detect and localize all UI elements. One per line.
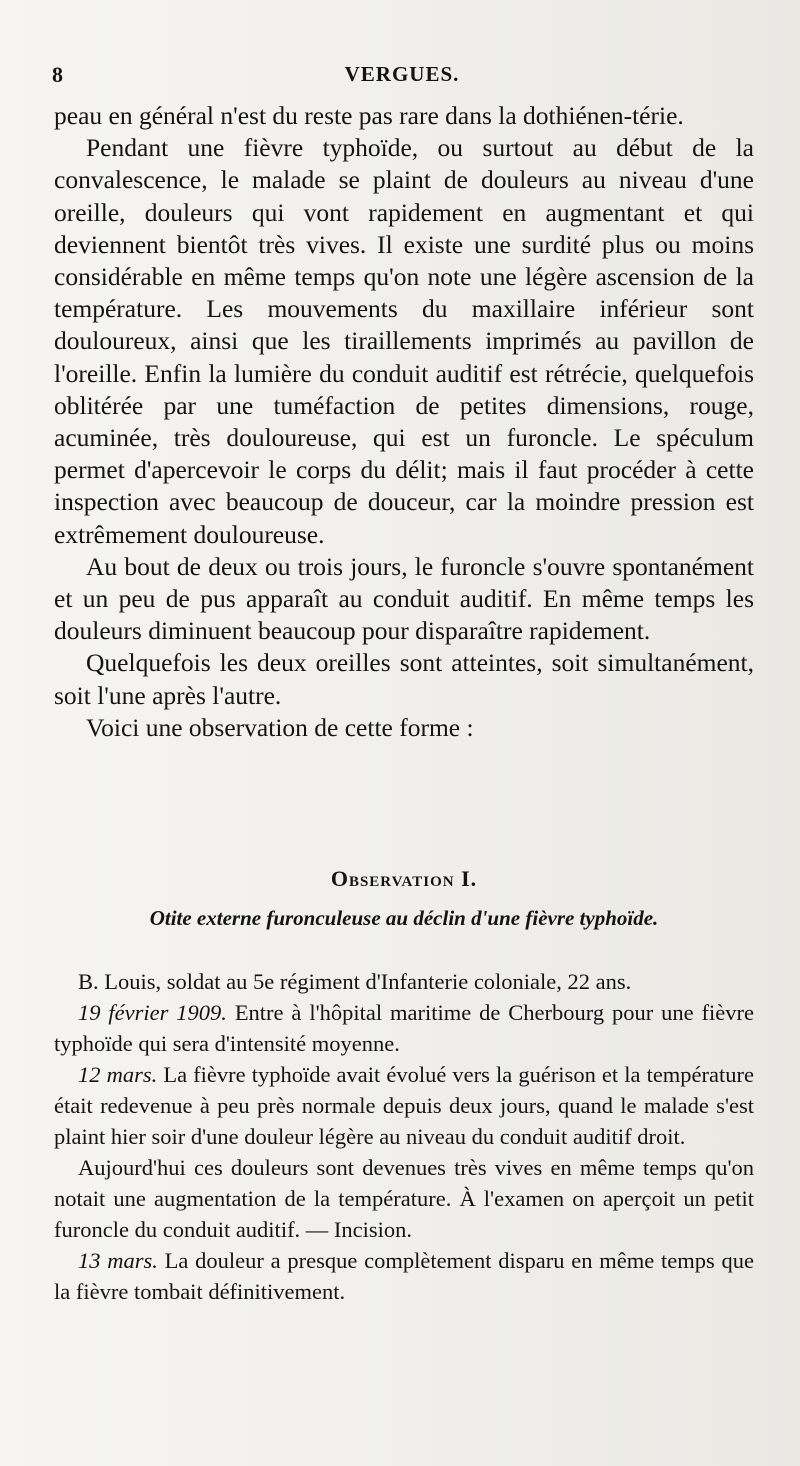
observation-entry <box>54 1245 754 1307</box>
paragraph: Pendant une fièvre typhoïde, ou surtout au début de la convalescence, le malade se plaint de douleurs au niveau d'une oreille, douleurs qui vont rapidement en augmentant et qui deviennent bientôt très vives. Il existe une surdité plus ou moins considérable en même temps qu'on note une légère ascension de la température. Les mouvements du maxillaire inférieur sont douloureux, ainsi que les tiraillements imprimés au pavillon de l'oreille. Enfin la lumière du conduit auditif est rétrécie, quelquefois oblitérée par une tuméfaction de petites dimensions, rouge, acuminée, très douloureuse, qui est un furoncle. Le spéculum permet d'apercevoir le corps du délit; mais il faut procéder à cette inspection avec beaucoup de douceur, car la moindre pression est extrêmement douloureuse. <box>54 133 754 549</box>
observation-text <box>54 966 754 1307</box>
observation-title: Observation I. <box>330 866 478 891</box>
page-header <box>52 62 752 92</box>
observation-entry <box>54 1059 754 1152</box>
observation-entry <box>54 997 754 1059</box>
entry-date: 19 février 1909. <box>78 1000 227 1025</box>
entry-text: Entre à l'hôpital maritime de Cherbourg pour une fièvre typhoïde qui sera d'intensité moyenne. <box>54 1000 754 1056</box>
entry-text: La fièvre typhoïde avait évolué vers la guérison et la température était redevenue à peu près normale depuis deux jours, quand le malade s'est plaint hier soir d'une douleur légère au niveau du conduit auditif droit. <box>54 1062 755 1149</box>
observation-subtitle: Otite externe furonculeuse au déclin d'une fièvre typhoïde. <box>149 906 659 930</box>
paragraph: Voici une observation de cette forme : <box>86 712 474 742</box>
main-text <box>54 100 754 744</box>
entry-date: 12 mars. <box>78 1062 158 1087</box>
paragraph: Quelquefois les deux oreilles sont atteintes, soit simultanément, soit l'une après l'autre. <box>54 648 754 710</box>
paragraph: Au bout de deux ou trois jours, le furoncle s'ouvre spontanément et un peu de pus apparaît au conduit auditif. En même temps les douleurs diminuent beaucoup pour disparaître rapidement. <box>54 551 754 646</box>
paragraph: peau en général n'est du reste pas rare dans la dothiénen-térie. <box>54 101 684 130</box>
entry-date: 13 mars. <box>78 1248 158 1273</box>
running-title: VERGUES. <box>344 62 460 86</box>
observation-heading <box>54 866 754 931</box>
patient-line: B. Louis, soldat au 5e régiment d'Infanterie coloniale, 22 ans. <box>78 969 632 994</box>
page-number: 8 <box>52 62 63 87</box>
entry-text: La douleur a presque complètement disparu en même temps que la fièvre tombait définitivement. <box>54 1248 754 1304</box>
observation-entry: Aujourd'hui ces douleurs sont devenues très vives en même temps qu'on notait une augmentation de la température. À l'examen on aperçoit un petit furoncle du conduit auditif. — Incision. <box>54 1155 754 1242</box>
